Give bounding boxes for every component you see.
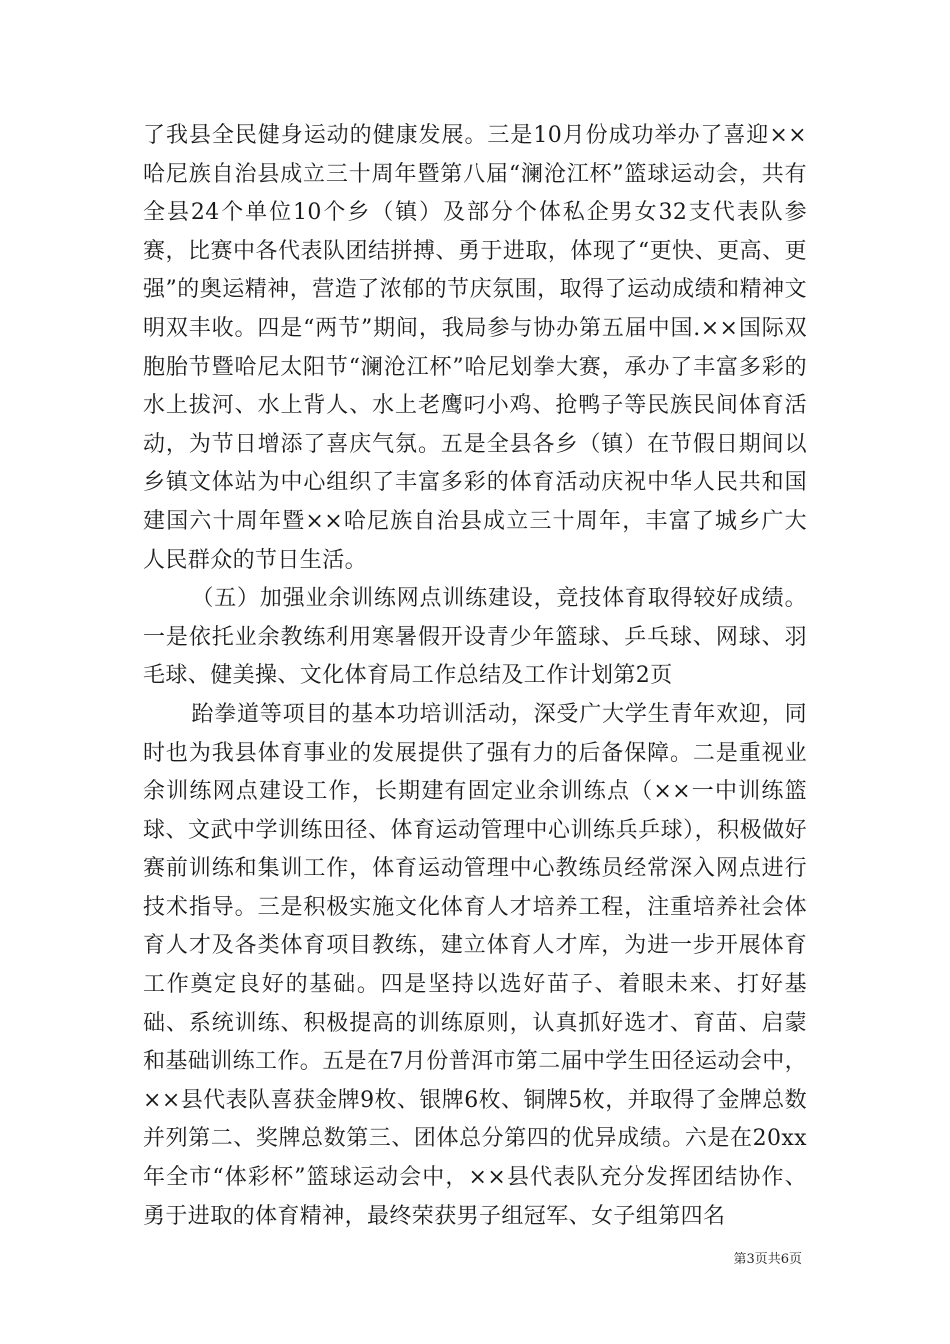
page-number-footer: 第3页共6页: [733, 1252, 802, 1267]
paragraph-2: （五）加强业余训练网点训练建设，竞技体育取得较好成绩。一是依托业余教练利用寒暑假开设青少年篮球、乒乓球、网球、羽毛球、健美操、文化体育局工作总结及工作计划第2页: [143, 586, 807, 689]
paragraph-3: 跆拳道等项目的基本功培训活动，深受广大学生青年欢迎，同时也为我县体育事业的发展提供了强有力的后备保障。二是重视业余训练网点建设工作，长期建有固定业余训练点（××一中训练篮球、文武中学训练田径、体育运动管理中心训练兵乒球），积极做好赛前训练和集训工作，体育运动管理中心教练员经常深入网点进行技术指导。三是积极实施文化体育人才培养工程，注重培养社会体育人才及各类体育项目教练，建立体育人才库，为进一步开展体育工作奠定良好的基础。四是坚持以选好苗子、着眼未来、打好基础、系统训练、积极提高的训练原则，认真抓好选才、育苗、启蒙和基础训练工作。五是在7月份普洱市第二届中学生田径运动会中，××县代表队喜获金牌9枚、银牌6枚、铜牌5枚，并取得了金牌总数并列第二、奖牌总数第三、团体总分第四的优异成绩。六是在20xx年全市“体彩杯”篮球运动会中，××县代表队充分发挥团结协作、勇于进取的体育精神，最终荣获男子组冠军、女子组第四名: [143, 701, 807, 1229]
paragraph-1: 了我县全民健身运动的健康发展。三是10月份成功举办了喜迎××哈尼族自治县成立三十周年暨第八届“澜沧江杯”篮球运动会，共有全县24个单位10个乡（镇）及部分个体私企男女32支代表队参赛，比赛中各代表队团结拼搏、勇于进取，体现了“更快、更高、更强”的奥运精神，营造了浓郁的节庆氛围，取得了运动成绩和精神文明双丰收。四是“两节”期间，我局参与协办第五届中国.××国际双胞胎节暨哈尼太阳节“澜沧江杯”哈尼划拳大赛，承办了丰富多彩的水上拔河、水上背人、水上老鹰叼小鸡、抢鸭子等民族民间体育活动，为节日增添了喜庆气氛。五是全县各乡（镇）在节假日期间以乡镇文体站为中心组织了丰富多彩的体育活动庆祝中华人民共和国建国六十周年暨××哈尼族自治县成立三十周年，丰富了城乡广大人民群众的节日生活。: [143, 123, 807, 573]
body-text: [143, 117, 807, 1236]
